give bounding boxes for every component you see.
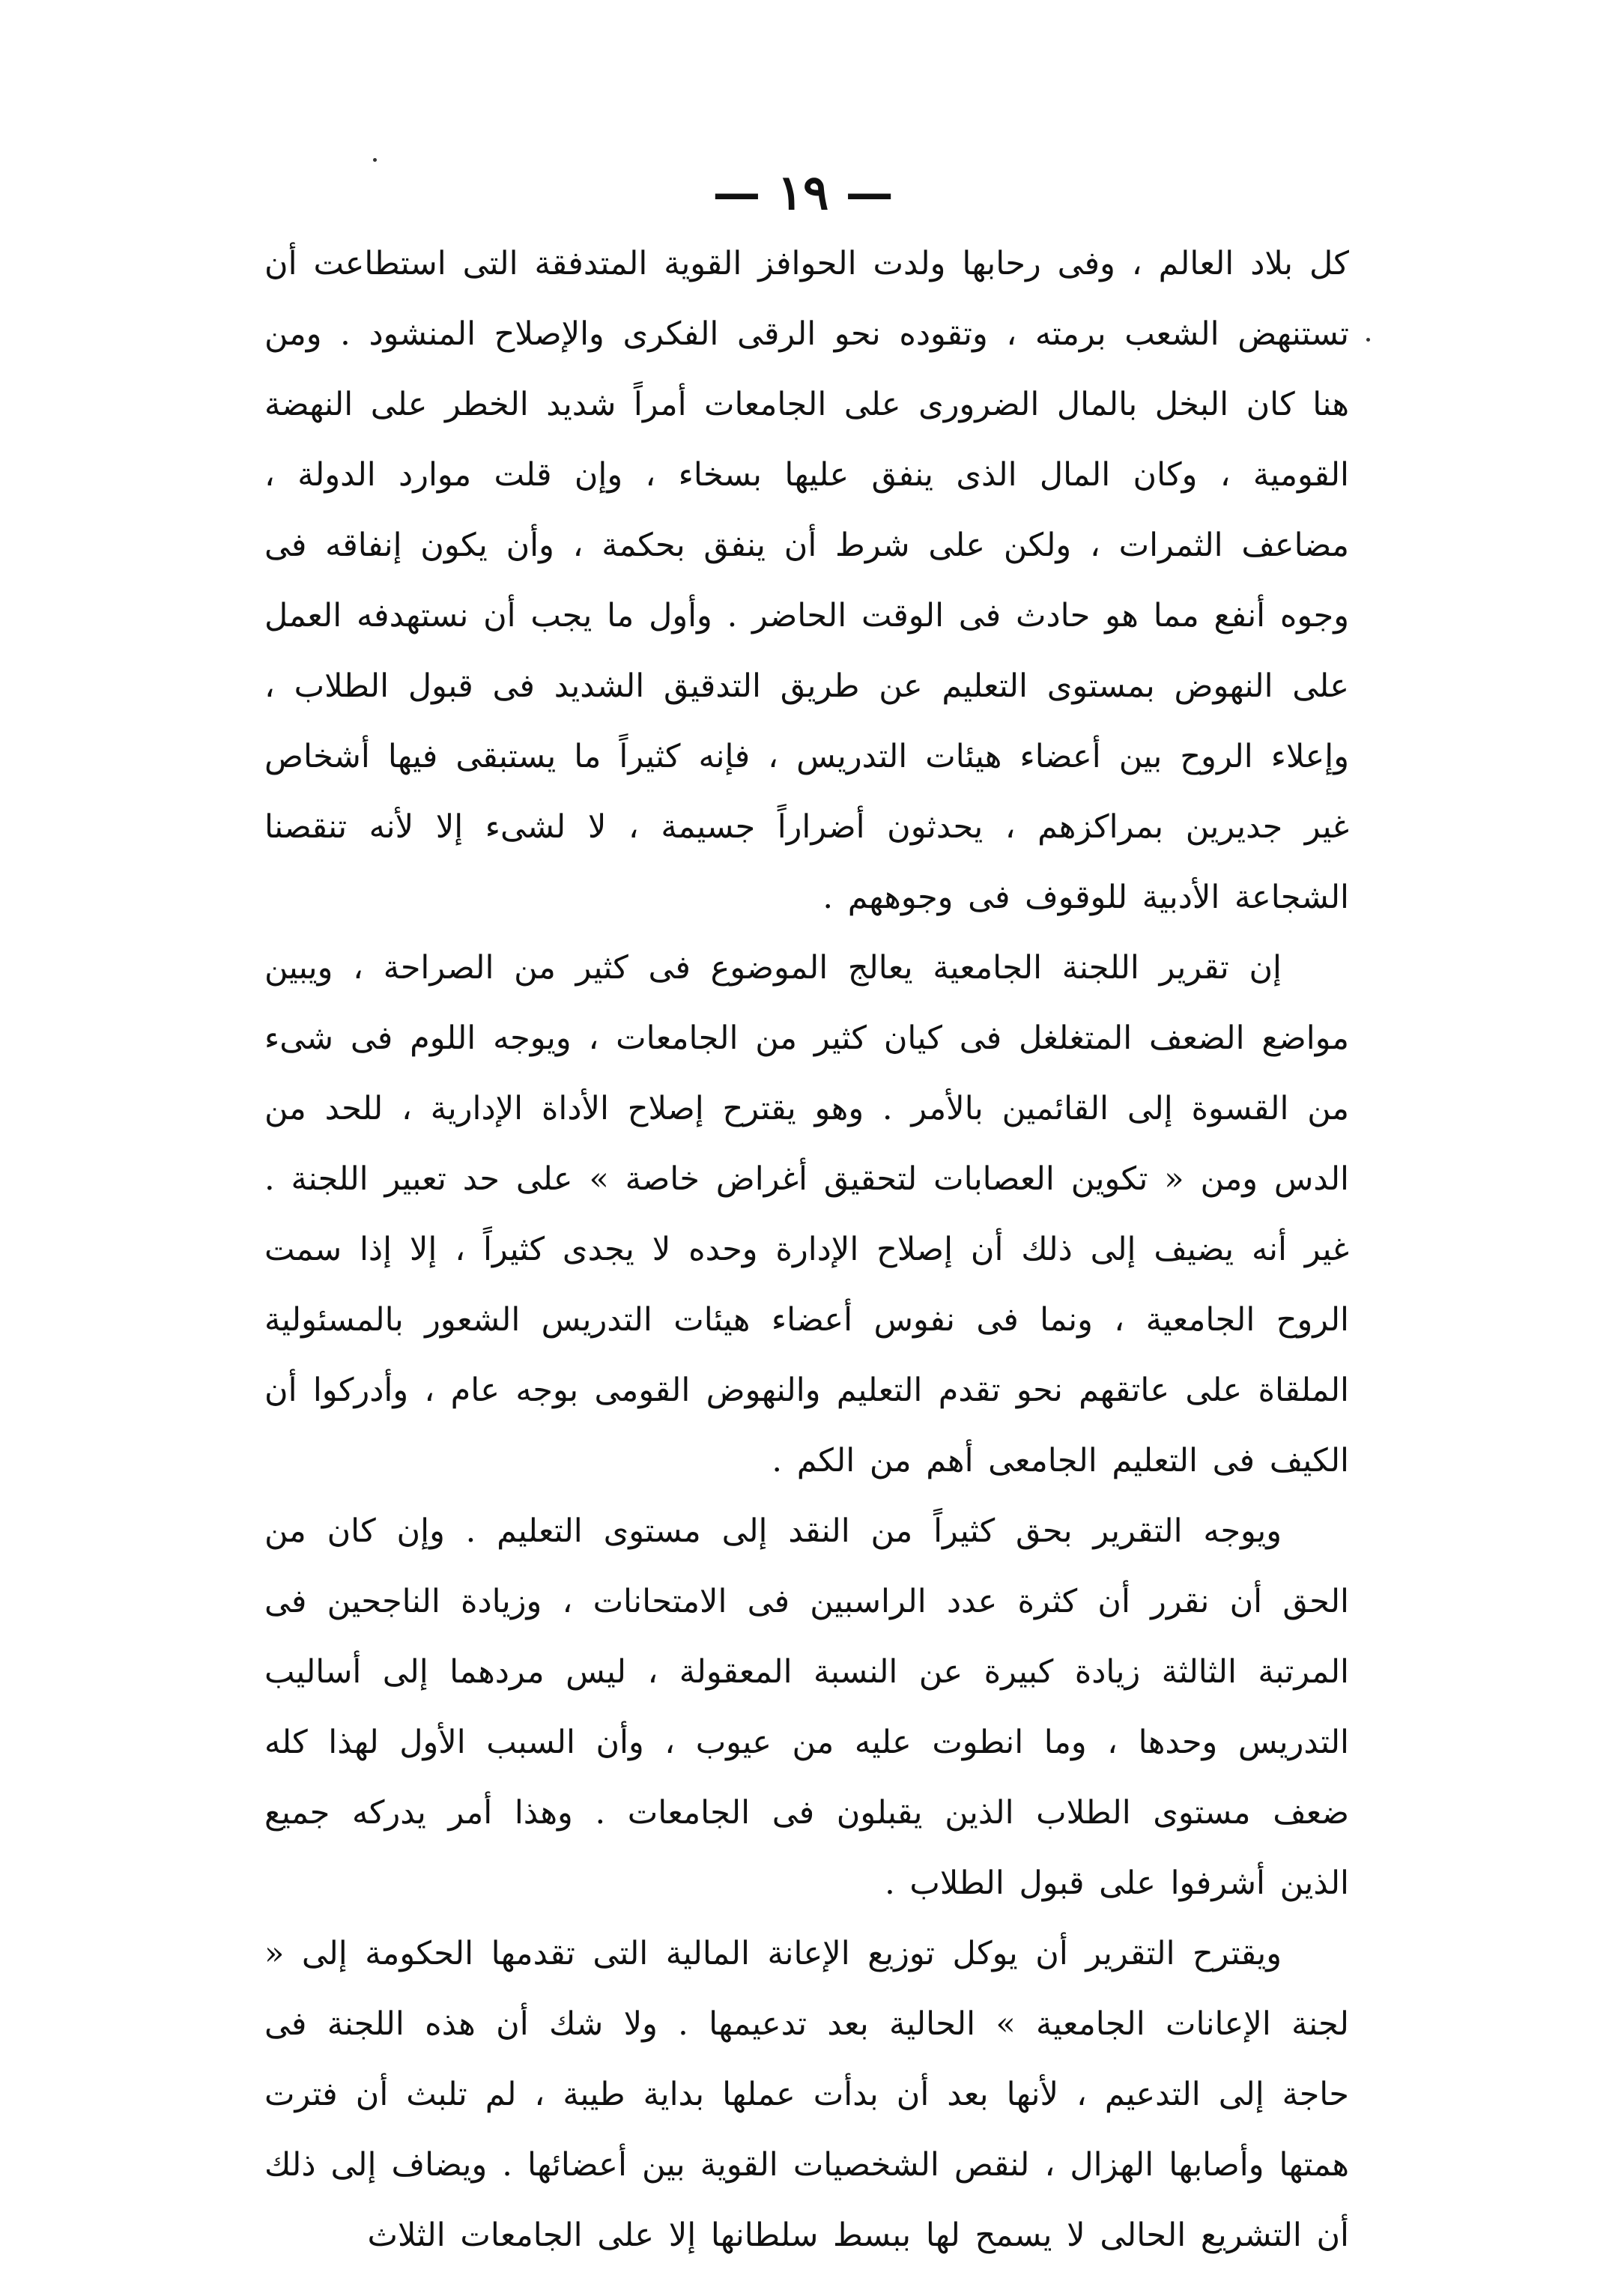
body-text <box>264 228 1349 2271</box>
paragraph-3: ويوجه التقرير بحق كثيراً من النقد إلى مستوى التعليم . وإن كان من الحق أن نقرر أن كثرة عدد الراسبين فى الامتحانات ، وزيادة الناجحين فى المرتبة الثالثة زيادة كبيرة عن النسبة المعقولة ، ليس مردهما إلى أساليب التدريس وحدها ، وما انطوت عليه من عيوب ، وأن السبب الأول لهذا كله ضعف مستوى الطلاب الذين يقبلون فى الجامعات . وهذا أمر يدركه جميع الذين أشرفوا على قبول الطلاب . <box>264 1512 1349 1902</box>
paragraph-2: إن تقرير اللجنة الجامعية يعالج الموضوع فى كثير من الصراحة ، ويبين مواضع الضعف المتغلغل فى كيان كثير من الجامعات ، ويوجه اللوم فى شىء من القسوة إلى القائمين بالأمر . وهو يقترح إصلاح الأداة الإدارية ، للحد من الدس ومن « تكوين العصابات لتحقيق أغراض خاصة » على حد تعبير اللجنة . غير أنه يضيف إلى ذلك أن إصلاح الإدارة وحده لا يجدى كثيراً ، إلا إذا سمت الروح الجامعية ، ونما فى نفوس أعضاء هيئات التدريس الشعور بالمسئولية الملقاة على عاتقهم نحو تقدم التعليم والنهوض القومى بوجه عام ، وأدركوا أن الكيف فى التعليم الجامعى أهم من الكم . <box>264 949 1349 1479</box>
scan-speck <box>373 158 377 162</box>
page-number: — ١٩ — <box>712 165 894 221</box>
paragraph-4: ويقترح التقرير أن يوكل توزيع الإعانة المالية التى تقدمها الحكومة إلى « لجنة الإعانات الجامعية » الحالية بعد تدعيمها . ولا شك أن هذه اللجنة فى حاجة إلى التدعيم ، لأنها بعد أن بدأت عملها بداية طيبة ، لم تلبث أن فترت همتها وأصابها الهزال ، لنقص الشخصيات القوية بين أعضائها . ويضاف إلى ذلك أن التشريع الحالى لا يسمح لها ببسط سلطانها إلا على الجامعات الثلاث <box>264 1935 1349 2254</box>
scan-speck <box>1366 338 1370 342</box>
paragraph-1: كل بلاد العالم ، وفى رحابها ولدت الحوافز القوية المتدفقة التى استطاعت أن تستنهض الشعب برمته ، وتقوده نحو الرقى الفكرى والإصلاح المنشود . ومن هنا كان البخل بالمال الضرورى على الجامعات أمراً شديد الخطر على النهضة القومية ، وكان المال الذى ينفق عليها بسخاء ، وإن قلت موارد الدولة ، مضاعف الثمرات ، ولكن على شرط أن ينفق بحكمة ، وأن يكون إنفاقه فى وجوه أنفع مما هو حادث فى الوقت الحاضر . وأول ما يجب أن نستهدفه العمل على النهوض بمستوى التعليم عن طريق التدقيق الشديد فى قبول الطلاب ، وإعلاء الروح بين أعضاء هيئات التدريس ، فإنه كثيراً ما يستبقى فيها أشخاص غير جديرين بمراكزهم ، يحدثون أضراراً جسيمة ، لا لشىء إلا لأنه تنقصنا الشجاعة الأدبية للوقوف فى وجوههم . <box>264 245 1350 916</box>
